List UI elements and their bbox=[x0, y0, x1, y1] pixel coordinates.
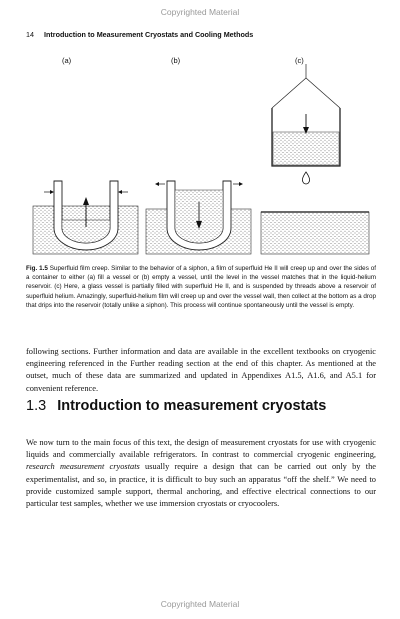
film-flow-arrow-out-right bbox=[239, 182, 243, 186]
panel-label-b: (b) bbox=[171, 56, 181, 65]
film-flow-arrow-left bbox=[50, 190, 54, 194]
superfluid-film-creep-figure bbox=[26, 64, 376, 259]
figure-caption-text: Superfluid film creep. Similar to the behavior of a siphon, a film of superfluid He II will creep up and over the sides of a container to either (a) fill a vessel or (b) empty a vessel, until the level in the vessel matches that in the liquid-helium reservoir. (c) Here, a glass vessel is partially filled with superfluid He II, and is suspended by threads above a reservoir of superfluid helium. Amazingly, superfluid-helium film will creep up and over the vessel wall, then collect at the bottom as a drop that drips into the reservoir (totally unlike a siphon). This process will continue spontaneously until the vessel is empty. bbox=[26, 265, 376, 309]
running-title: Introduction to Measurement Cryostats and Cooling Methods bbox=[44, 30, 254, 39]
panel-a-fill-vessel bbox=[33, 181, 138, 254]
running-header bbox=[26, 30, 376, 39]
section-number: 1.3 bbox=[26, 398, 47, 414]
section-title: Introduction to measurement cryostats bbox=[57, 398, 327, 414]
emphasis-research-cryostats: research measurement cryostats bbox=[26, 462, 140, 472]
level-rise-arrowhead bbox=[83, 197, 89, 205]
film-flow-arrow-out-left bbox=[155, 182, 159, 186]
reservoir-liquid-c bbox=[261, 212, 369, 254]
paragraph-text-part2: usually require a design that can be carried out only by the experimentalist, and so, in practice, it is difficult to buy such an apparatus “off the shelf.” We need to provide customized sample support, thermal anchoring, and effective electrical connections to our particular test samples, whether we use immersion cryostats or cryocoolers. bbox=[26, 462, 376, 509]
figure-label: Fig. 1.5 bbox=[26, 265, 48, 272]
figure-caption bbox=[26, 264, 376, 310]
film-flow-arrow-right bbox=[118, 190, 122, 194]
panel-label-c: (c) bbox=[295, 56, 304, 65]
panel-b-empty-vessel bbox=[146, 181, 251, 254]
panel-c-suspended-vessel bbox=[261, 64, 369, 254]
panel-label-a: (a) bbox=[62, 56, 72, 65]
section-heading bbox=[26, 398, 376, 414]
paragraph-intro-cryostats bbox=[26, 437, 376, 510]
copyright-top: Copyrighted Material bbox=[160, 7, 240, 17]
suspended-vessel-liquid bbox=[273, 132, 339, 165]
helium-drop bbox=[302, 172, 309, 184]
paragraph-continuation: following sections. Further information and data are available in the excellent textbooks on cryogenic engineering referenced in the Further reading section at the end of this chapter. As mentioned at the outset, much of these data are summarized and updated in Appendixes A1.5, A1.6, and A5.1 for convenient reference. bbox=[26, 347, 376, 393]
paragraph-text-part1: We now turn to the main focus of this text, the design of measurement cryostats for use with cryogenic liquids and commercially available refrigerators. In contrast to commercial cryogenic engineering, bbox=[26, 438, 376, 460]
copyright-bottom: Copyrighted Material bbox=[160, 599, 240, 609]
page-number: 14 bbox=[26, 30, 34, 39]
